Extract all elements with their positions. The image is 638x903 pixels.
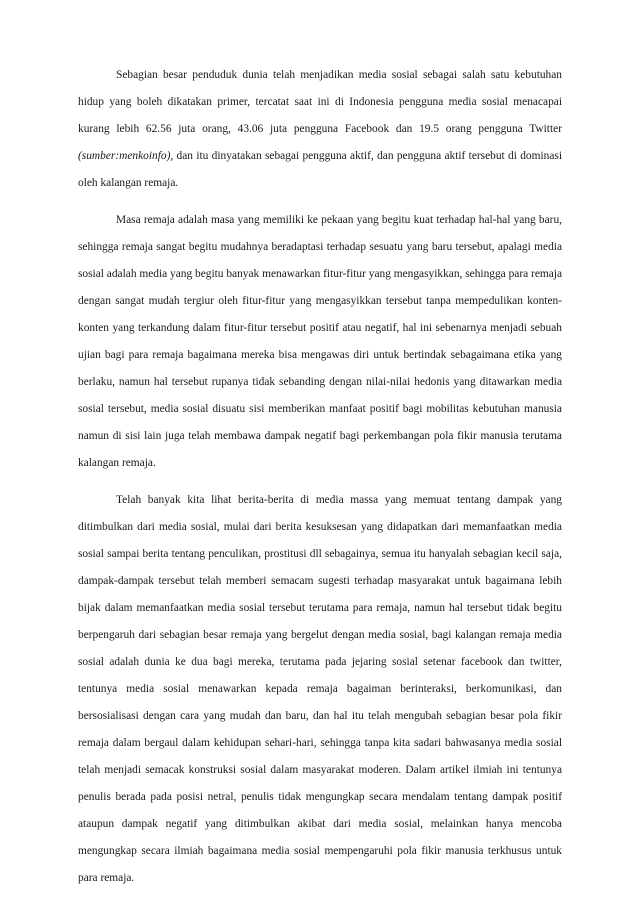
source-citation: (sumber:menkoinfo), xyxy=(78,150,174,162)
paragraph-3: Telah banyak kita lihat berita-berita di media massa yang memuat tentang dampak yang ditimbulkan dari media sosial, mulai dari berita kesuksesan yang didapatkan dari memanfaatkan media sosial sampai berita tentang penculikan, prostitusi dll sebagainya, semua itu hanyalah sebagian kecil saja, dampak-dampak tersebut telah memberi semacam sugesti terhadap masyarakat untuk bagaimana lebih bijak dalam memanfaatkan media sosial tersebut terutama para remaja, namun hal tersebut tidak begitu berpengaruh dari sebagian besar remaja yang bergelut dengan media sosial, bagi kalangan remaja media sosial adalah dunia ke dua bagi mereka, terutama pada jejaring sosial setenar facebook dan twitter, tentunya media sosial menawarkan kepada remaja bagaiman berinteraksi, berkomunikasi, dan bersosialisasi dengan cara yang mudah dan baru, dan hal itu telah mengubah sebagian besar pola fikir remaja dalam bergaul dalam kehidupan sehari-hari, sehingga tanpa kita sadari bahwasanya media sosial telah menjadi semacak konstruksi sosial dalam masyarakat moderen. Dalam artikel ilmiah ini tentunya penulis berada pada posisi netral, penulis tidak mengungkap secara mendalam tentang dampak positif ataupun dampak negatif yang ditimbulkan akibat dari media sosial, melainkan hanya mencoba mengungkap secara ilmiah bagaimana media sosial mempengaruhi pola fikir manusia terkhusus untuk para remaja. xyxy=(78,494,562,884)
paragraph-1-text-end: dan itu dinyatakan sebagai pengguna aktif, dan pengguna aktif tersebut di dominasi oleh kalangan remaja. xyxy=(78,150,562,189)
document-body xyxy=(78,62,562,892)
paragraph-1-text-start: Sebagian besar penduduk dunia telah menjadikan media sosial sebagai salah satu kebutuhan hidup yang boleh dikatakan primer, tercatat saat ini di Indonesia pengguna media sosial menacapai kurang lebih 62.56 juta orang, 43.06 juta pengguna Facebook dan 19.5 orang pengguna Twitter xyxy=(78,69,562,135)
paragraph-1 xyxy=(78,62,562,197)
paragraph-2: Masa remaja adalah masa yang memiliki ke pekaan yang begitu kuat terhadap hal-hal yang baru, sehingga remaja sangat begitu mudahnya beradaptasi terhadap sesuatu yang baru tersebut, apalagi media sosial adalah media yang begitu banyak menawarkan fitur-fitur yang mengasyikkan, sehingga para remaja dengan sangat mudah tergiur oleh fitur-fitur yang mengasyikkan tersebut tanpa mempedulikan konten-konten yang terkandung dalam fitur-fitur tersebut positif atau negatif, hal ini sebenarnya menjadi sebuah ujian bagi para remaja bagaimana mereka bisa mengawas diri untuk bertindak sebagaimana etika yang berlaku, namun hal tersebut rupanya tidak sebanding dengan nilai-nilai hedonis yang ditawarkan media sosial tersebut, media sosial disuatu sisi memberikan manfaat positif bagi mobilitas kebutuhan manusia namun di sisi lain juga telah membawa dampak negatif bagi perkembangan pola fikir manusia terutama kalangan remaja. xyxy=(78,214,563,469)
